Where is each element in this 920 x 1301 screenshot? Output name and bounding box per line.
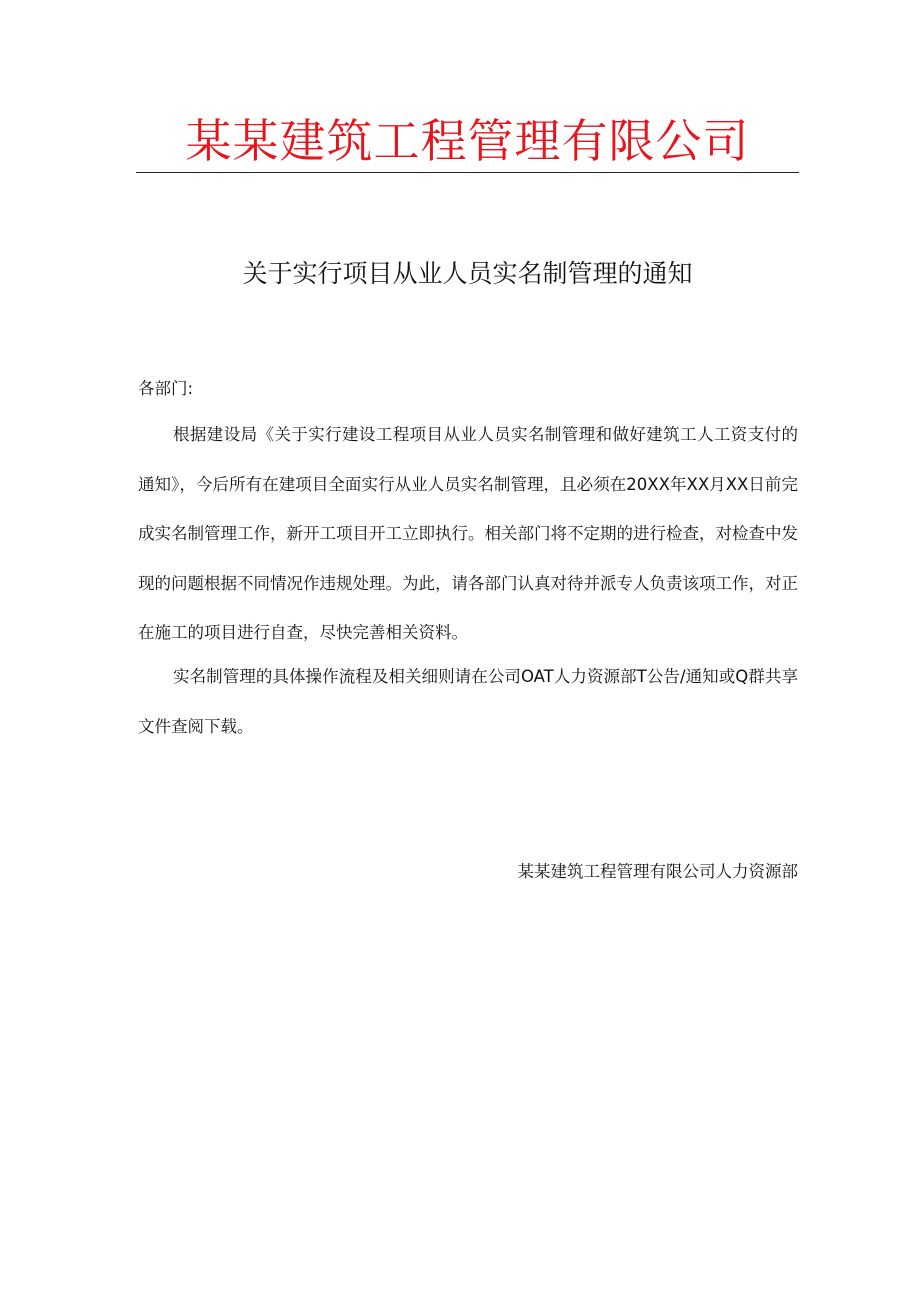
signature: 某某建筑工程管理有限公司人力资源部 (517, 862, 798, 881)
body-paragraph-1: 根据建设局《关于实行建设工程项目从业人员实名制管理和做好建筑工人工资支付的通知》，今后所有在建项目全面实行从业人员实名制管理，且必须在20XX年XX月XX日前完成实名制管理工作，新开工项目开工立即执行。相关部门将不定期的进行检查，对检查中发现的问题根据不同情况作违规处理。为此，请各部门认真对待并派专人负责该项工作，对正在施工的项目进行自查，尽快完善相关资料。 (138, 425, 798, 642)
salutation: 各部门: (138, 379, 194, 398)
letterhead-company-name: 某某建筑工程管理有限公司 (185, 114, 750, 168)
notice-title: 关于实行项目从业人员实名制管理的通知 (242, 259, 693, 288)
letterhead-divider (136, 172, 799, 173)
body-paragraph-2: 实名制管理的具体操作流程及相关细则请在公司OAT人力资源部T公告/通知或Q群共享文件查阅下载。 (138, 667, 798, 736)
